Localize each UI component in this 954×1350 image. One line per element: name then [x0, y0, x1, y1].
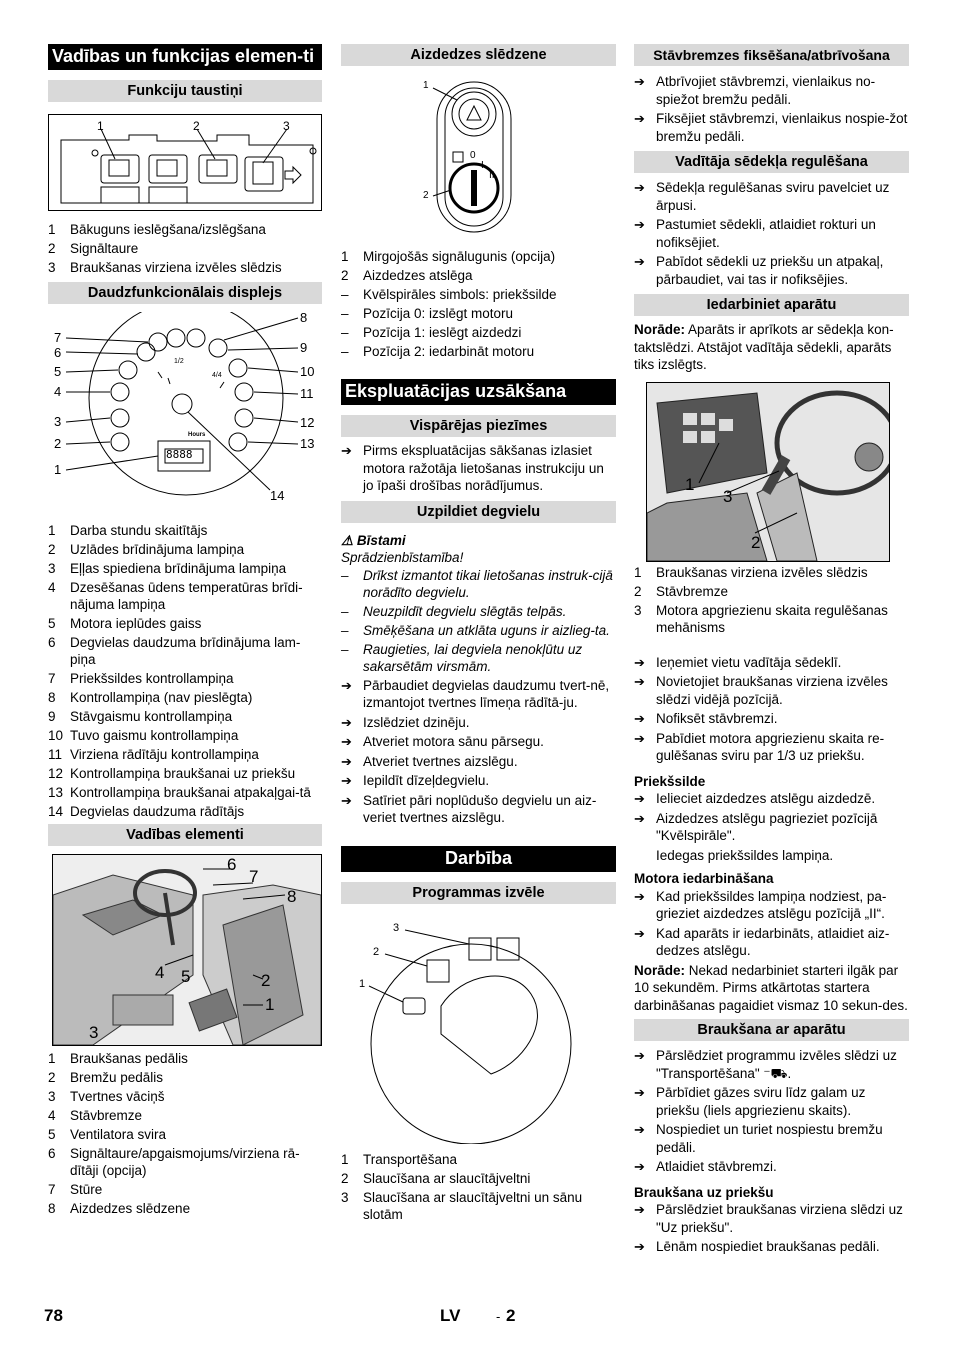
step: ➔ Ieņemiet vietu vadītāja sēdeklī. [634, 654, 842, 670]
list-item: – Pozīcija 2: iedarbināt motoru [341, 344, 535, 359]
fig-label: 3 [393, 921, 400, 934]
fig-label: 3 [723, 486, 733, 506]
list-item: 2 Bremžu pedālis [48, 1070, 164, 1085]
list-item: – Pozīcija 1: ieslēgt aizdedzi [341, 325, 522, 340]
arrow-icon: ➔ [341, 734, 352, 749]
step: ➔ Fiksējiet stāvbremzi, vienlaikus nospie-žot bremžu pedāli. [634, 111, 908, 144]
arrow-icon: ➔ [634, 654, 645, 670]
heading-parking-brake: Stāvbremzes fiksēšana/atbrīvošana [634, 44, 909, 66]
cockpit-list [634, 564, 909, 636]
arrow-icon: ➔ [341, 792, 352, 808]
section-title-controls: Vadības un funkcijas elemen-ti [48, 44, 322, 70]
arrow-icon: ➔ [634, 810, 645, 826]
step: ➔ Atveriet tvertnes aizslēgu. [341, 753, 518, 769]
step: ➔ Pārslēdziet programmu izvēles slēdzi uz "Transportēšana" ⁻⛟. [634, 1048, 897, 1081]
arrow-icon: ➔ [634, 791, 645, 806]
list-item: 14 Degvielas daudzuma rādītājs [48, 804, 245, 819]
step: ➔ Atveriet motora sānu pārsegu. [341, 734, 544, 749]
list-item: 2 Slaucīšana ar slaucītājveltni [341, 1170, 531, 1186]
fig-label: 9 [300, 340, 308, 355]
display-list [48, 522, 322, 820]
step: ➔ Ielieciet aizdedzes atslēgu aizdedzē. [634, 791, 876, 806]
note: Norāde: Aparāts ir aprīkots ar sēdekļa kon-taktslēdzi. Atstājot vadītāja sēdekli, aparāts tiks izslēgts. [634, 322, 894, 372]
list-item: 1 Mirgojošās signālugunis (opcija) [341, 249, 556, 264]
heading-seat: Vadītāja sēdekļa regulēšana [634, 151, 909, 173]
fig-label: 8 [300, 310, 308, 325]
footer-number: 2 [506, 1306, 516, 1325]
step: ➔ Pastumiet sēdekli, atlaidiet rokturi un nofiksējiet. [634, 217, 876, 250]
fig-label: 2 [423, 190, 429, 201]
ignition-drawing [341, 66, 616, 234]
step: ➔ Izslēdziet dzinēju. [341, 714, 470, 730]
fig-label: 2 [193, 119, 200, 133]
arrow-icon: ➔ [634, 888, 645, 904]
step: ➔ Pārbīdiet gāzes sviru līdz galam uz priekšu (liels apgriezienu skaits). [634, 1085, 866, 1118]
warning-list [341, 567, 616, 675]
step: ➔ Nofiksēt stāvbremzi. [634, 711, 778, 726]
list-item: 3 Eļļas spiediena brīdinājuma lampiņa [48, 561, 287, 576]
fig-label: 2 [261, 971, 271, 990]
note: Norāde: Nekad nedarbiniet starteri ilgāk par 10 sekundēm. Pirms atkārtotas startera darbināšanas pagaidiet vismaz 10 sekun-des. [634, 962, 908, 1013]
step: ➔ Pārbaudiet degvielas daudzumu tvert-nē, izmantojot tvertnes līmeņa rādītā-ju. [341, 677, 610, 710]
step: ➔ Satīriet pāri noplūdušo degvielu un aiz-veriet tvertnes aizslēgu. [341, 792, 597, 825]
fuel-full-mark: 4/4 [212, 372, 222, 379]
fig-label: 1 [685, 474, 695, 494]
ignition-list [341, 248, 616, 360]
heading-start-machine: Iedarbiniet aparātu [634, 294, 909, 316]
section-title-operation: Darbība [341, 846, 616, 872]
heading-program: Programmas izvēle [341, 882, 616, 904]
heading-display: Daudzfunkcionālais displejs [48, 282, 322, 304]
footer-dash: - [496, 1309, 501, 1324]
program-drawing [341, 904, 616, 1144]
arrow-icon: ➔ [341, 753, 352, 769]
column-1 [48, 44, 322, 1219]
heading-controls: Vadības elementi [48, 824, 322, 846]
figure-controls [52, 854, 322, 1046]
display-drawing [48, 312, 322, 512]
arrow-icon: ➔ [634, 1239, 645, 1254]
position-1-label: I [481, 160, 484, 171]
list-item: 5 Ventilatora svira [48, 1127, 167, 1142]
figure-function-keys [48, 114, 322, 211]
list-item: 4 Dzesēšanas ūdens temperatūras brīdi-nājuma lampiņa [48, 580, 303, 612]
fig-label: 6 [54, 345, 62, 360]
step: ➔ Novietojiet braukšanas virziena izvēles slēdzi vidējā pozīcijā. [634, 674, 888, 707]
list-item: – Pozīcija 0: izslēgt motoru [341, 306, 514, 321]
fig-label: 4 [54, 384, 62, 399]
list-item: 1 Braukšanas virziena izvēles slēdzis [634, 564, 868, 580]
list-item: 12 Kontrollampiņa braukšanai uz priekšu [48, 766, 296, 781]
arrow-icon: ➔ [634, 111, 645, 126]
arrow-icon: ➔ [634, 674, 645, 689]
column-3 [634, 44, 909, 1258]
arrow-icon: ➔ [634, 1085, 645, 1100]
arrow-icon: ➔ [634, 217, 645, 232]
program-list [341, 1151, 616, 1223]
step-note: Iedegas priekšsildes lampiņa. [656, 847, 834, 863]
warning-title: ⚠ Bīstami [341, 532, 406, 548]
list-item: 8 Aizdedzes slēdzene [48, 1201, 191, 1216]
page-number: 78 [44, 1306, 63, 1325]
step: ➔ Nospiediet un turiet nospiestu bremžu pedāli. [634, 1122, 883, 1155]
list-item: 1 Darba stundu skaitītājs [48, 523, 208, 538]
figure-cockpit [646, 382, 890, 562]
arrow-icon: ➔ [634, 1122, 645, 1137]
list-item: 2 Stāvbremze [634, 583, 729, 599]
fig-label: 11 [300, 386, 314, 401]
fig-label: 1 [265, 995, 275, 1014]
figure-ignition [341, 66, 616, 234]
fig-label: 2 [54, 436, 62, 451]
step: ➔ Pārslēdziet braukšanas virziena slēdzi uz "Uz priekšu". [634, 1202, 903, 1235]
fig-label: 7 [54, 330, 62, 345]
list-item: 5 Motora ieplūdes gaiss [48, 616, 202, 631]
section-title-start: Ekspluatācijas uzsākšana [341, 379, 616, 405]
transport-icon: ⁻⛟. [763, 1065, 792, 1081]
arrow-icon: ➔ [634, 730, 645, 746]
list-item: – Kvēlspirāles simbols: priekšsilde [341, 287, 557, 302]
arrow-icon: ➔ [634, 1048, 645, 1063]
fuel-half-mark: 1/2 [174, 358, 184, 365]
list-item: – Neuzpildīt degvielu slēgtās telpās. [341, 603, 567, 619]
fig-label: 1 [359, 977, 366, 990]
fig-label: 8 [287, 887, 297, 906]
fig-label: 1 [54, 462, 62, 477]
list-item: 2 Aizdedzes atslēga [341, 268, 473, 283]
list-item: 7 Priekšsildes kontrollampiņa [48, 671, 234, 686]
list-item: 6 Degvielas daudzuma brīdinājuma lam-piņa [48, 635, 301, 667]
function-keys-drawing [49, 115, 321, 210]
step: ➔ Sēdekļa regulēšanas sviru pavelciet uz ārpusi. [634, 180, 890, 213]
warning-icon: ⚠ [341, 532, 354, 548]
list-item: 2 Signāltaure [48, 241, 139, 256]
position-0-label: 0 [470, 150, 476, 161]
list-item: – Smēķēšana un atklāta uguns ir aizlieg-ta. [341, 622, 610, 638]
fig-label: 13 [300, 436, 315, 451]
fig-label: 3 [54, 414, 62, 429]
fig-label: 7 [249, 867, 259, 886]
figure-program [341, 904, 616, 1144]
function-keys-list [48, 221, 322, 276]
list-item: 3 Braukšanas virziena izvēles slēdzis [48, 260, 282, 275]
arrow-icon: ➔ [634, 1202, 645, 1217]
list-item: 3 Slaucīšana ar slaucītājveltni un sānu slotām [341, 1189, 583, 1222]
arrow-icon: ➔ [634, 254, 645, 269]
fig-label: 1 [97, 119, 104, 133]
step: ➔ Kad aparāts ir iedarbināts, atlaidiet aiz-dedzes atslēgu. [634, 925, 890, 958]
fig-label: 6 [227, 855, 237, 874]
subheading-forward: Braukšana uz priekšu [634, 1184, 774, 1200]
warning-subtitle: Sprādzienbīstamība! [341, 550, 464, 565]
fig-label: 3 [89, 1023, 99, 1042]
fig-label: 2 [373, 945, 380, 958]
hour-counter: 8888 [166, 448, 193, 461]
arrow-icon: ➔ [634, 1159, 645, 1174]
step: ➔ Kad priekšsildes lampiņa nodziest, pa-grieziet aizdedzes atslēgu pozīcijā „II“. [634, 888, 887, 921]
list-item: 1 Braukšanas pedālis [48, 1051, 188, 1066]
heading-ignition: Aizdedzes slēdzene [341, 44, 616, 66]
list-item: 1 Bākuguns ieslēgšana/izslēgšana [48, 222, 266, 237]
heading-refuel: Uzpildiet degvielu [341, 501, 616, 523]
step: ➔ Lēnām nospiediet braukšanas pedāli. [634, 1239, 880, 1254]
step: ➔ Atlaidiet stāvbremzi. [634, 1159, 777, 1174]
subheading-preheat: Priekšsilde [634, 773, 706, 789]
fig-label: 4 [155, 963, 165, 982]
fig-label: 5 [54, 364, 62, 379]
step: ➔ Iepildīt dīzeļdegvielu. [341, 773, 490, 788]
list-item: 1 Transportēšana [341, 1151, 458, 1167]
controls-drawing [53, 855, 321, 1045]
arrow-icon: ➔ [634, 74, 645, 89]
cockpit-drawing [647, 383, 889, 561]
language-code: LV [440, 1306, 461, 1325]
list-item: 11 Virziena rādītāju kontrollampiņa [48, 747, 259, 762]
list-item: 10 Tuvo gaismu kontrollampiņa [48, 728, 239, 743]
heading-function-keys: Funkciju taustiņi [48, 80, 322, 102]
column-2 [341, 44, 616, 1225]
fig-label: 2 [751, 532, 761, 552]
controls-list [48, 1050, 322, 1217]
fig-label: 10 [300, 364, 315, 379]
list-item: 4 Stāvbremze [48, 1108, 143, 1123]
list-item: – Raugieties, lai degviela nenokļūtu uz sakarsētām virsmām. [341, 641, 583, 674]
arrow-icon: ➔ [341, 677, 352, 693]
list-item: – Drīkst izmantot tikai lietošanas instruk-cijā norādīto degvielu. [341, 567, 613, 600]
fig-label: 1 [423, 80, 429, 91]
figure-display [48, 312, 322, 512]
list-item: 2 Uzlādes brīdinājuma lampiņa [48, 542, 245, 557]
step: ➔ Pabīdot sēdekli uz priekšu un atpakaļ, pārbaudiet, vai tas ir nofiksējies. [634, 254, 884, 287]
arrow-icon: ➔ [634, 711, 645, 726]
position-2-label: II [489, 170, 495, 181]
heading-driving: Braukšana ar aparātu [634, 1019, 909, 1041]
fig-label: 12 [300, 415, 315, 430]
step: ➔ Pabīdiet motora apgriezienu skaita re-gulēšanas sviru par 1/3 uz priekšu. [634, 730, 885, 763]
hours-label: Hours [188, 432, 206, 438]
list-item: 7 Stūre [48, 1182, 103, 1197]
list-item: 3 Motora apgriezienu skaita regulēšanas mehānisms [634, 602, 888, 635]
step: ➔ Pirms ekspluatācijas sākšanas izlasiet motora ražotāja lietošanas instrukciju un jo īpaši drošības norādījumus. [341, 443, 604, 493]
list-item: 6 Signāltaure/apgaismojums/virziena rā-dītāji (opcija) [48, 1146, 300, 1178]
heading-general-notes: Vispārējas piezīmes [341, 415, 616, 437]
arrow-icon: ➔ [341, 443, 352, 458]
arrow-icon: ➔ [341, 773, 352, 788]
step: ➔ Aizdedzes atslēgu pagrieziet pozīcijā "Kvēlspirāle". [634, 810, 878, 843]
arrow-icon: ➔ [341, 714, 352, 730]
fig-label: 3 [283, 119, 290, 133]
list-item: 13 Kontrollampiņa braukšanai atpakaļgai-tā [48, 785, 311, 800]
arrow-icon: ➔ [634, 180, 645, 195]
list-item: 8 Kontrollampiņa (nav pieslēgta) [48, 690, 253, 705]
arrow-icon: ➔ [634, 925, 645, 941]
list-item: 9 Stāvgaismu kontrollampiņa [48, 709, 233, 724]
step: ➔ Atbrīvojiet stāvbremzi, vienlaikus no-spiežot bremžu pedāli. [634, 74, 876, 107]
list-item: 3 Tvertnes vāciņš [48, 1089, 165, 1104]
fig-label: 14 [270, 488, 285, 503]
subheading-engine-start: Motora iedarbināšana [634, 871, 774, 886]
fig-label: 5 [181, 967, 191, 986]
